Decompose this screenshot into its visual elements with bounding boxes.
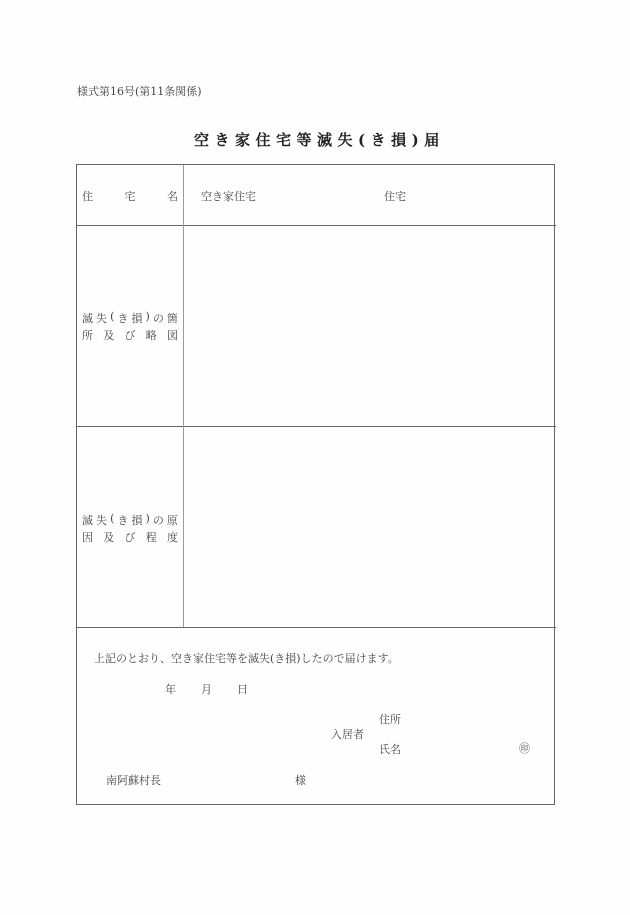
label-house-name: 住 宅 名 [82, 190, 178, 203]
resident-label: 入居者 [331, 728, 364, 741]
addressee-honorific: 様 [295, 774, 306, 787]
label-damage-location-line2: 所 及 び 略 図 [82, 329, 178, 342]
damage-cause-field[interactable] [185, 428, 554, 626]
value-vacant-house: 空き家住宅 [201, 190, 256, 203]
label-damage-location-line1: 滅 失 ( き 損 ) の 箇 [82, 310, 178, 325]
damage-location-field[interactable] [185, 227, 554, 425]
address-label: 住所 [379, 713, 401, 726]
column-divider [183, 165, 184, 627]
date-month-label: 月 [201, 683, 212, 696]
value-house: 住宅 [384, 190, 406, 203]
label-damage-cause-line2: 因 及 び 程 度 [82, 531, 178, 544]
date-year-label: 年 [165, 683, 176, 696]
declaration-statement: 上記のとおり、空き家住宅等を滅失(き損)したので届けます。 [94, 652, 399, 665]
name-label: 氏名 [379, 743, 401, 756]
label-damage-cause-line1: 滅 失 ( き 損 ) の 原 [82, 512, 178, 527]
date-day-label: 日 [237, 683, 248, 696]
addressee-name: 南阿蘇村長 [106, 774, 161, 787]
form-code: 様式第16号(第11条関係) [77, 85, 202, 98]
row-divider-1 [76, 225, 556, 226]
document-title: 空き家住宅等滅失(き損)届 [194, 131, 445, 149]
row-divider-3 [76, 627, 556, 628]
seal-icon: ㊞ [519, 742, 530, 755]
row-divider-2 [76, 426, 556, 427]
